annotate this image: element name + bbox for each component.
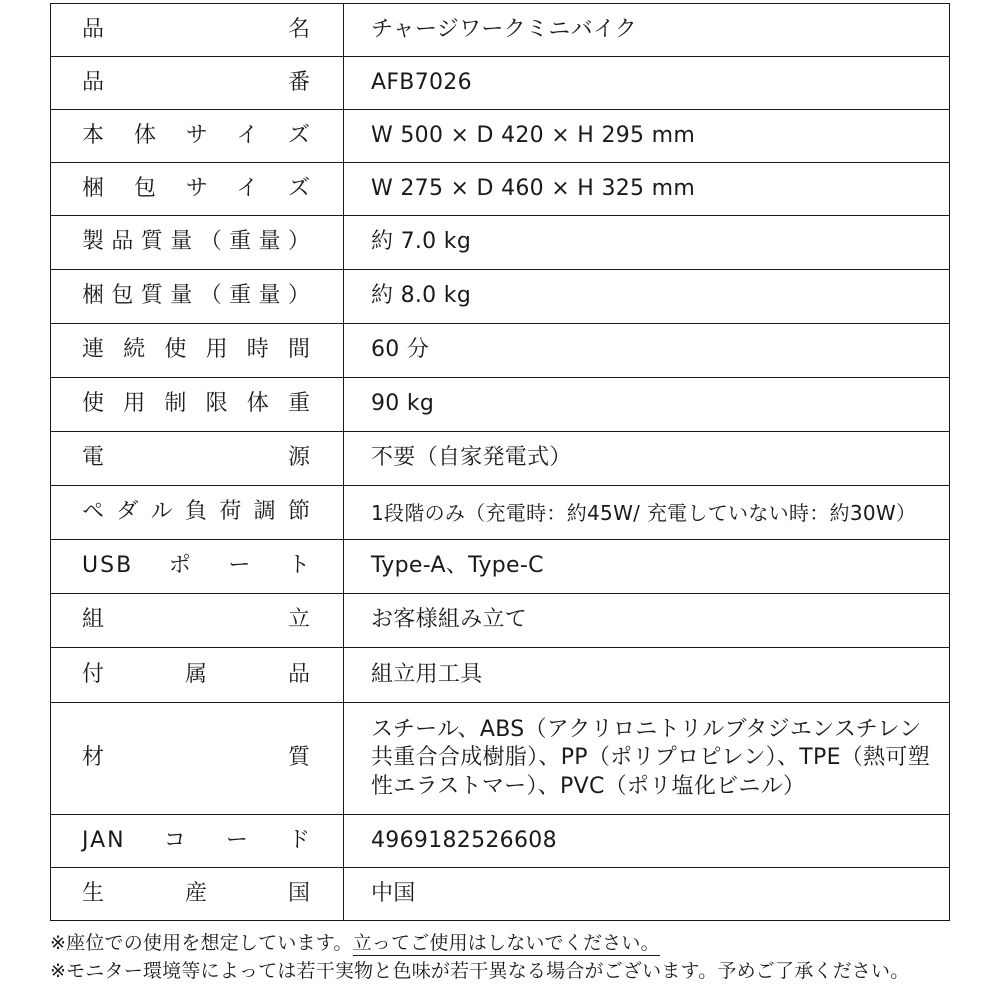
footnote-seated-use [50, 929, 980, 957]
footnote-color-disclaimer: ※モニター環境等によっては若干実物と色味が若干異なる場合がございます。予めご了承ください。 [50, 960, 910, 982]
spec-value: 60 分 [371, 337, 430, 363]
spec-label: 付属品 [82, 661, 312, 687]
spec-row-power [51, 432, 950, 486]
spec-row-model-number [51, 57, 950, 110]
label-cell [51, 378, 344, 432]
spec-value: 90 kg [371, 391, 435, 417]
spec-row-jan-code [51, 815, 950, 868]
value-cell [344, 57, 950, 110]
label-cell [51, 648, 344, 703]
label-cell [51, 594, 344, 648]
value-cell [344, 432, 950, 486]
value-cell [344, 110, 950, 163]
spec-value: 中国 [371, 880, 416, 906]
label-cell [51, 540, 344, 594]
label-cell [51, 868, 344, 921]
spec-row-assembly [51, 594, 950, 648]
spec-label: 本体サイズ [82, 122, 312, 148]
spec-value: 約 8.0 kg [371, 283, 472, 309]
value-cell [344, 4, 950, 57]
spec-value: 1段階のみ（充電時：約45W/ 充電していない時：約30W） [371, 500, 917, 525]
spec-label: 使用制限体重 [82, 391, 312, 417]
value-cell [344, 486, 950, 540]
value-cell [344, 703, 950, 815]
spec-label: 連続使用時間 [82, 337, 312, 363]
value-cell [344, 815, 950, 868]
value-cell [344, 163, 950, 216]
spec-label: 品名 [82, 16, 312, 42]
label-cell [51, 57, 344, 110]
spec-row-body-size [51, 110, 950, 163]
spec-value: 不要（自家発電式） [371, 445, 572, 471]
spec-value: W 275 × D 460 × H 325 mm [371, 175, 696, 201]
label-cell [51, 486, 344, 540]
spec-value: Type-A、Type-C [371, 553, 544, 579]
spec-label: USBポート [82, 553, 312, 579]
spec-label: 電源 [82, 445, 312, 471]
value-cell [344, 216, 950, 270]
label-cell [51, 270, 344, 324]
spec-label: 生産国 [82, 880, 312, 906]
footnote-text: ※座位での使用を想定しています。 [50, 932, 353, 954]
spec-row-accessories [51, 648, 950, 703]
spec-row-continuous-use-time [51, 324, 950, 378]
label-cell [51, 703, 344, 815]
spec-value: チャージワークミニバイク [371, 16, 638, 42]
spec-value: お客様組み立て [371, 607, 528, 633]
label-cell [51, 432, 344, 486]
spec-label: 組立 [82, 607, 312, 633]
label-cell [51, 4, 344, 57]
spec-label: 品番 [82, 69, 312, 95]
label-cell [51, 324, 344, 378]
spec-value: AFB7026 [371, 69, 472, 95]
spec-label: 材質 [82, 745, 312, 771]
spec-table [50, 3, 950, 921]
label-cell [51, 163, 344, 216]
spec-row-product-name [51, 4, 950, 57]
spec-label: 梱包質量（重量） [82, 283, 312, 309]
spec-label: 梱包サイズ [82, 175, 312, 201]
value-cell [344, 594, 950, 648]
spec-row-package-size [51, 163, 950, 216]
spec-value: 組立用工具 [371, 661, 483, 687]
spec-value: スチール、ABS（アクリロニトリルブタジエンスチレン 共重合合成樹脂）、PP（ポリプロピレン）、TPE（熱可塑 性エラストマー）、PVC（ポリ塩化ビニル） [371, 716, 930, 799]
label-cell [51, 216, 344, 270]
spec-row-material [51, 703, 950, 815]
spec-row-usb-port [51, 540, 950, 594]
value-cell [344, 540, 950, 594]
value-cell [344, 378, 950, 432]
spec-value: 4969182526608 [371, 827, 557, 853]
spec-row-weight-limit [51, 378, 950, 432]
spec-row-country-of-origin [51, 868, 950, 921]
value-cell [344, 324, 950, 378]
footnotes [50, 929, 980, 985]
label-cell [51, 110, 344, 163]
footnote-underlined-warning: 立ってご使用はしないでください。 [352, 932, 660, 954]
spec-label: JANコード [82, 827, 312, 853]
spec-label: ペダル負荷調節 [82, 499, 312, 525]
value-cell [344, 648, 950, 703]
label-cell [51, 815, 344, 868]
spec-label: 製品質量（重量） [82, 229, 312, 255]
spec-row-pedal-load [51, 486, 950, 540]
spec-row-package-weight [51, 270, 950, 324]
spec-row-product-weight [51, 216, 950, 270]
spec-value: W 500 × D 420 × H 295 mm [371, 122, 696, 148]
spec-value: 約 7.0 kg [371, 229, 472, 255]
value-cell [344, 868, 950, 921]
value-cell [344, 270, 950, 324]
